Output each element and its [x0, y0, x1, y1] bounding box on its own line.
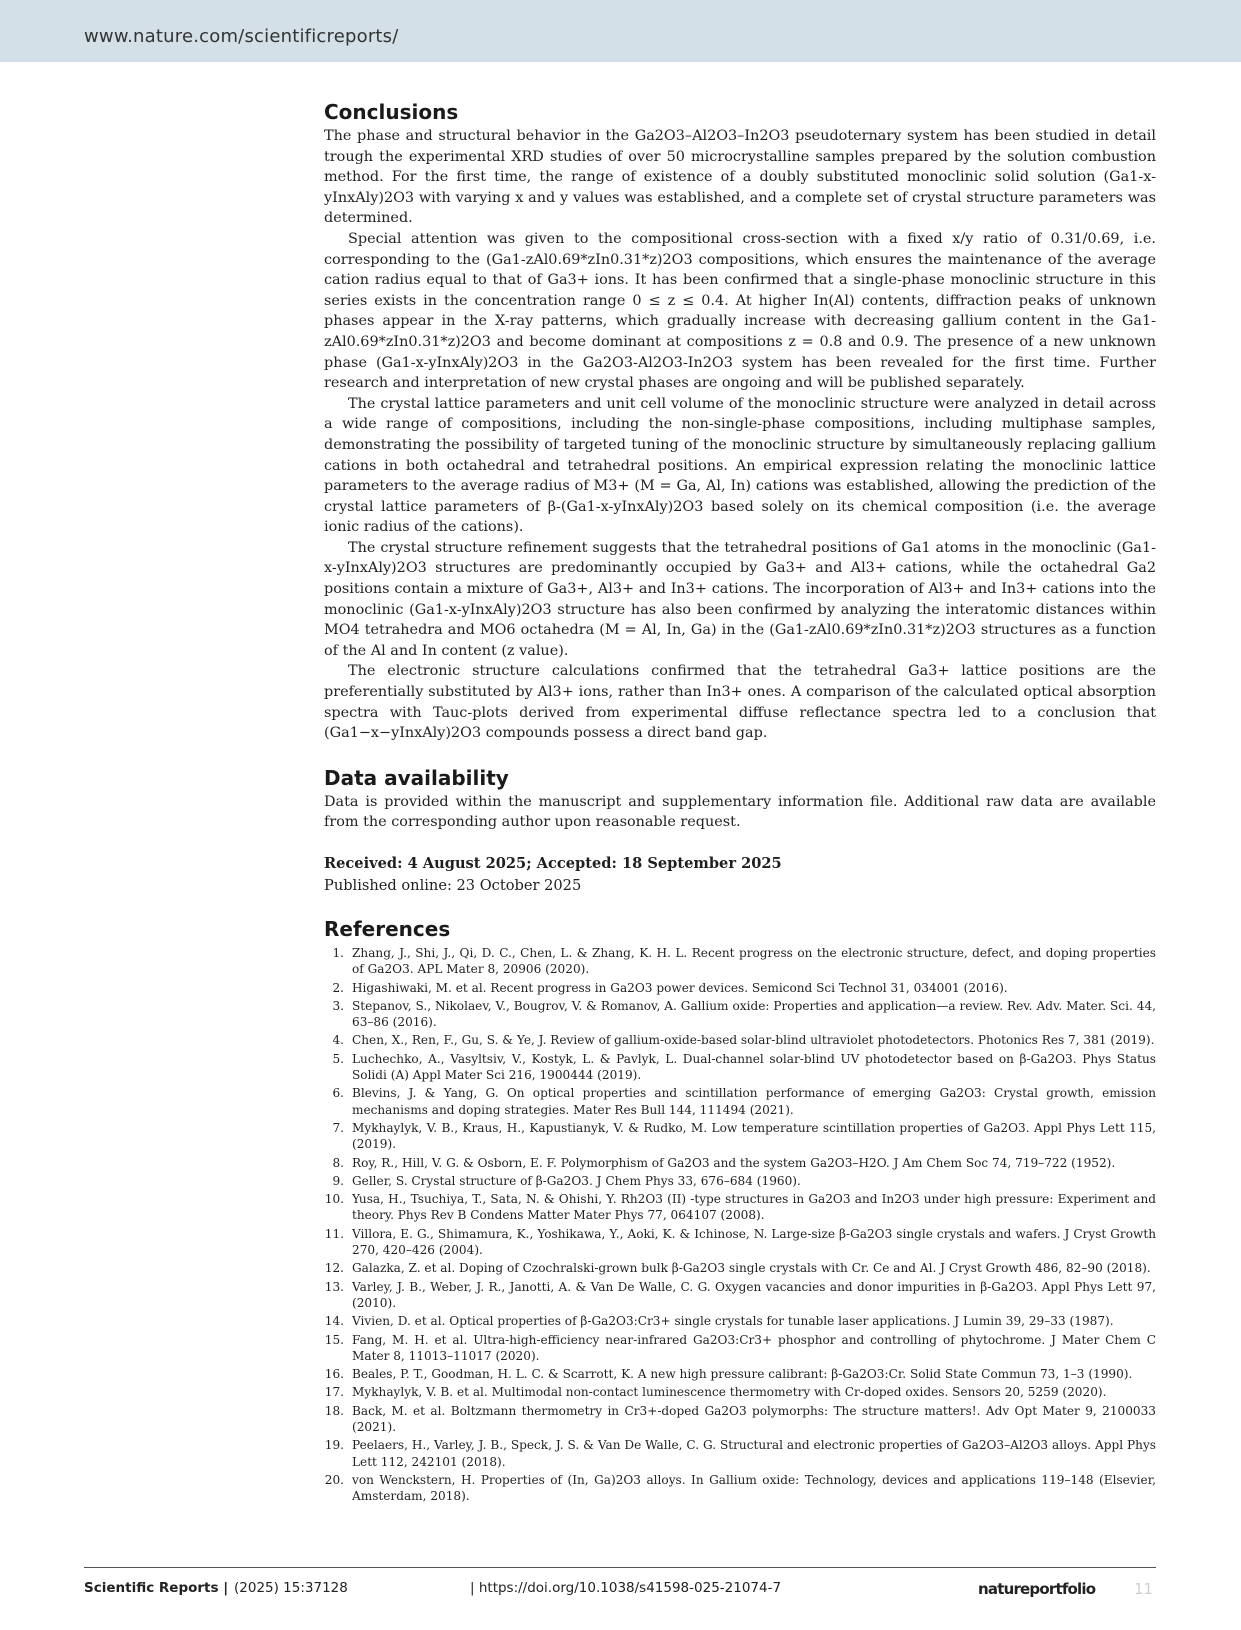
- reference-text: Geller, S. Crystal structure of β-Ga2O3. J Chem Phys 33, 676–684 (1960).: [352, 1173, 801, 1188]
- footer-year-volume: (2025) 15:37128: [234, 1580, 348, 1596]
- received-accepted-dates: Received: 4 August 2025; Accepted: 18 September 2025: [324, 855, 782, 872]
- reference-item: [324, 980, 1156, 996]
- reference-item: [324, 1332, 1156, 1365]
- reference-item: [324, 1384, 1156, 1400]
- reference-item: [324, 1437, 1156, 1470]
- references-heading: References: [324, 917, 451, 941]
- data-availability-heading: Data availability: [324, 765, 509, 790]
- reference-item: [324, 1051, 1156, 1084]
- published-date: Published online: 23 October 2025: [324, 877, 582, 894]
- reference-text: Luchechko, A., Vasyltsiv, V., Kostyk, L. & Pavlyk, L. Dual-channel solar-blind UV photodetector based on β-Ga2O3. Phys Status Solidi (A) Appl Mater Sci 216, 1900444 (2019).: [352, 1051, 1156, 1083]
- reference-text: Higashiwaki, M. et al. Recent progress in Ga2O3 power devices. Semicond Sci Technol 31, 034001 (2016).: [352, 980, 1008, 995]
- data-availability-text: Data is provided within the manuscript and supplementary information file. Additional raw data are available from the corresponding author upon reasonable request.: [324, 793, 1156, 831]
- reference-item: [324, 945, 1156, 978]
- reference-text: Chen, X., Ren, F., Gu, S. & Ye, J. Review of gallium-oxide-based solar-blind ultraviolet photodetectors. Photonics Res 7, 381 (2019).: [352, 1033, 1155, 1048]
- conclusions-paragraph: The crystal lattice parameters and unit cell volume of the monoclinic structure were analyzed in detail across a wide range of compositions, including the non-single-phase compositions, including multiphase samples, demonstrating the possibility of targeted tuning of the monoclinic structure by simultaneously replacing gallium cations in both octahedral and tetrahedral positions. An empirical expression relating the monoclinic lattice parameters to the average radius of M3+ (M = Ga, Al, In) cations was established, allowing the prediction of the crystal lattice parameters of β-(Ga1-x-yInxAly)2O3 based solely on its chemical composition (i.e. the average ionic radius of the cations).: [324, 395, 1156, 536]
- footer-doi-link[interactable]: | https://doi.org/10.1038/s41598-025-21074-7: [470, 1580, 782, 1596]
- reference-item: [324, 1120, 1156, 1153]
- reference-number: 5.: [332, 1051, 344, 1066]
- reference-item: [324, 1279, 1156, 1312]
- reference-text: Peelaers, H., Varley, J. B., Speck, J. S. & Van De Walle, C. G. Structural and electronic properties of Ga2O3–Al2O3 alloys. Appl Phys Lett 112, 242101 (2018).: [352, 1438, 1156, 1469]
- reference-number: 16.: [324, 1367, 344, 1382]
- reference-item: [324, 1191, 1156, 1224]
- reference-number: 8.: [332, 1155, 344, 1170]
- conclusions-paragraph: The phase and structural behavior in the Ga2O3–Al2O3–In2O3 pseudoternary system has been studied in detail trough the experimental XRD studies of over 50 microcrystalline samples prepared by the solution combustion method. For the first time, the range of existence of a doubly substituted monoclinic solid solution (Ga1-x-yInxAly)2O3 with varying x and y values was established, and a complete set of crystal structure parameters was determined.: [324, 128, 1156, 227]
- reference-item: [324, 1403, 1156, 1436]
- footer-journal: Scientific Reports |: [84, 1580, 229, 1596]
- reference-number: 20.: [324, 1472, 344, 1487]
- reference-number: 6.: [332, 1086, 344, 1101]
- article-dates: [324, 853, 1156, 897]
- reference-item: [324, 1173, 1156, 1189]
- reference-text: Blevins, J. & Yang, G. On optical properties and scintillation performance of emerging Ga2O3: Crystal growth, emission mechanisms and doping strategies. Mater Res Bull 144, 111494 (2021).: [352, 1086, 1156, 1117]
- reference-text: Galazka, Z. et al. Doping of Czochralski-grown bulk β-Ga2O3 single crystals with Cr. Ce and Al. J Cryst Growth 486, 82–90 (2018).: [352, 1261, 1151, 1276]
- reference-item: [324, 1472, 1156, 1505]
- reference-item: [324, 1226, 1156, 1259]
- data-availability-section: [324, 766, 1156, 833]
- page-number: 11: [1134, 1580, 1154, 1598]
- reference-number: 2.: [332, 980, 344, 995]
- conclusions-heading: Conclusions: [324, 100, 459, 124]
- reference-text: Beales, P. T., Goodman, H. L. C. & Scarrott, K. A new high pressure calibrant: β-Ga2O3:Cr. Solid State Commun 73, 1–3 (1990).: [352, 1367, 1133, 1382]
- reference-number: 4.: [332, 1033, 344, 1048]
- reference-item: [324, 998, 1156, 1031]
- conclusions-paragraph: The crystal structure refinement suggests that the tetrahedral positions of Ga1 atoms in the monoclinic (Ga1-x-yInxAly)2O3 structures are predominantly occupied by Ga3+ and Al3+ cations, while the octahedral Ga2 positions contain a mixture of Ga3+, Al3+ and In3+ cations. The incorporation of Al3+ and In3+ cations into the monoclinic (Ga1-x-yInxAly)2O3 structure has also been confirmed by analyzing the interatomic distances within MO4 tetrahedra and MO6 octahedra (M = Al, In, Ga) in the (Ga1-zAl0.69*zIn0.31*z)2O3 structures as a function of the Al and In content (z value).: [324, 539, 1156, 659]
- reference-text: Fang, M. H. et al. Ultra-high-efficiency near-infrared Ga2O3:Cr3+ phosphor and controlling of phytochrome. J Mater Chem C Mater 8, 11013–11017 (2020).: [352, 1332, 1156, 1363]
- reference-text: Villora, E. G., Shimamura, K., Yoshikawa, Y., Aoki, K. & Ichinose, N. Large-size β-Ga2O3 single crystals and wafers. J Cryst Growth 270, 420–426 (2004).: [352, 1226, 1156, 1258]
- reference-item: [324, 1085, 1156, 1118]
- reference-text: Back, M. et al. Boltzmann thermometry in Cr3+-doped Ga2O3 polymorphs: The structure matters!. Adv Opt Mater 9, 2100033 (2021).: [352, 1403, 1156, 1435]
- references-section: [324, 917, 1156, 1505]
- reference-text: Varley, J. B., Weber, J. R., Janotti, A. & Van De Walle, C. G. Oxygen vacancies and donor impurities in β-Ga2O3. Appl Phys Lett 97, (2010).: [352, 1279, 1156, 1310]
- reference-text: von Wenckstern, H. Properties of (In, Ga)2O3 alloys. In Gallium oxide: Technology, devices and applications 119–148 (Elsevier, Amsterdam, 2018).: [352, 1472, 1156, 1504]
- reference-number: 9.: [332, 1173, 344, 1188]
- reference-item: [324, 1313, 1156, 1329]
- reference-number: 1.: [332, 946, 344, 960]
- reference-number: 7.: [332, 1120, 344, 1135]
- site-url[interactable]: www.nature.com/scientificreports/: [84, 26, 399, 47]
- page-footer: [84, 1567, 1156, 1604]
- reference-number: 13.: [324, 1279, 344, 1294]
- reference-list: [324, 945, 1156, 1505]
- reference-text: Roy, R., Hill, V. G. & Osborn, E. F. Polymorphism of Ga2O3 and the system Ga2O3–H2O. J Am Chem Soc 74, 719–722 (1952).: [352, 1155, 1116, 1170]
- reference-number: 19.: [324, 1438, 344, 1453]
- conclusions-paragraph: Special attention was given to the compositional cross-section with a fixed x/y ratio of 0.31/0.69, i.e. corresponding to the (Ga1-zAl0.69*zIn0.31*z)2O3 compositions, which ensures the maintenance of the average cation radius equal to that of Ga3+ ions. It has been confirmed that a single-phase monoclinic structure in this series exists in the concentration range 0 ≤ z ≤ 0.4. At higher In(Al) contents, diffraction peaks of unknown phases appear in the X-ray patterns, which gradually increase with decreasing gallium content in the Ga1-zAl0.69*zIn0.31*z)2O3 and become dominant at compositions z = 0.8 and 0.9. The presence of a new unknown phase (Ga1-x-yInxAly)2O3 in the Ga2O3-Al2O3-In2O3 system has been revealed for the first time. Further research and interpretation of new crystal phases are ongoing and will be published separately.: [324, 230, 1156, 392]
- reference-number: 3.: [332, 998, 344, 1013]
- publisher-logo: natureportfolio: [978, 1580, 1096, 1598]
- reference-number: 17.: [324, 1385, 344, 1400]
- reference-number: 18.: [324, 1403, 344, 1418]
- reference-number: 12.: [324, 1261, 344, 1276]
- reference-text: Zhang, J., Shi, J., Qi, D. C., Chen, L. & Zhang, K. H. L. Recent progress on the electronic structure, defect, and doping properties of Ga2O3. APL Mater 8, 20906 (2020).: [352, 946, 1156, 977]
- reference-text: Mykhaylyk, V. B. et al. Multimodal non-contact luminescence thermometry with Cr-doped oxides. Sensors 20, 5259 (2020).: [352, 1385, 1107, 1400]
- article-content: [324, 100, 1156, 1507]
- site-header-bar: [0, 0, 1241, 62]
- reference-text: Stepanov, S., Nikolaev, V., Bougrov, V. & Romanov, A. Gallium oxide: Properties and application—a review. Rev. Adv. Mater. Sci. 44, 63–86 (2016).: [352, 998, 1156, 1030]
- reference-number: 10.: [324, 1192, 344, 1207]
- reference-item: [324, 1032, 1156, 1048]
- conclusions-paragraph: The electronic structure calculations confirmed that the tetrahedral Ga3+ lattice positions are the preferentially substituted by Al3+ ions, rather than In3+ ones. A comparison of the calculated optical absorption spectra with Tauc-plots derived from experimental diffuse reflectance spectra led to a conclusion that (Ga1−x−yInxAly)2O3 compounds possess a direct band gap.: [324, 663, 1156, 742]
- reference-text: Yusa, H., Tsuchiya, T., Sata, N. & Ohishi, Y. Rh2O3 (II) -type structures in Ga2O3 and In2O3 under high pressure: Experiment and theory. Phys Rev B Condens Matter Mater Phys 77, 064107 (2008).: [352, 1192, 1156, 1223]
- reference-item: [324, 1155, 1156, 1171]
- reference-number: 14.: [324, 1314, 344, 1329]
- reference-item: [324, 1366, 1156, 1382]
- reference-number: 15.: [324, 1332, 344, 1347]
- reference-text: Mykhaylyk, V. B., Kraus, H., Kapustianyk, V. & Rudko, M. Low temperature scintillation properties of Ga2O3. Appl Phys Lett 115, (2019).: [352, 1120, 1156, 1152]
- reference-item: [324, 1260, 1156, 1276]
- reference-text: Vivien, D. et al. Optical properties of β-Ga2O3:Cr3+ single crystals for tunable laser applications. J Lumin 39, 29–33 (1987).: [352, 1314, 1114, 1329]
- reference-number: 11.: [324, 1226, 344, 1241]
- conclusions-section: [324, 100, 1156, 744]
